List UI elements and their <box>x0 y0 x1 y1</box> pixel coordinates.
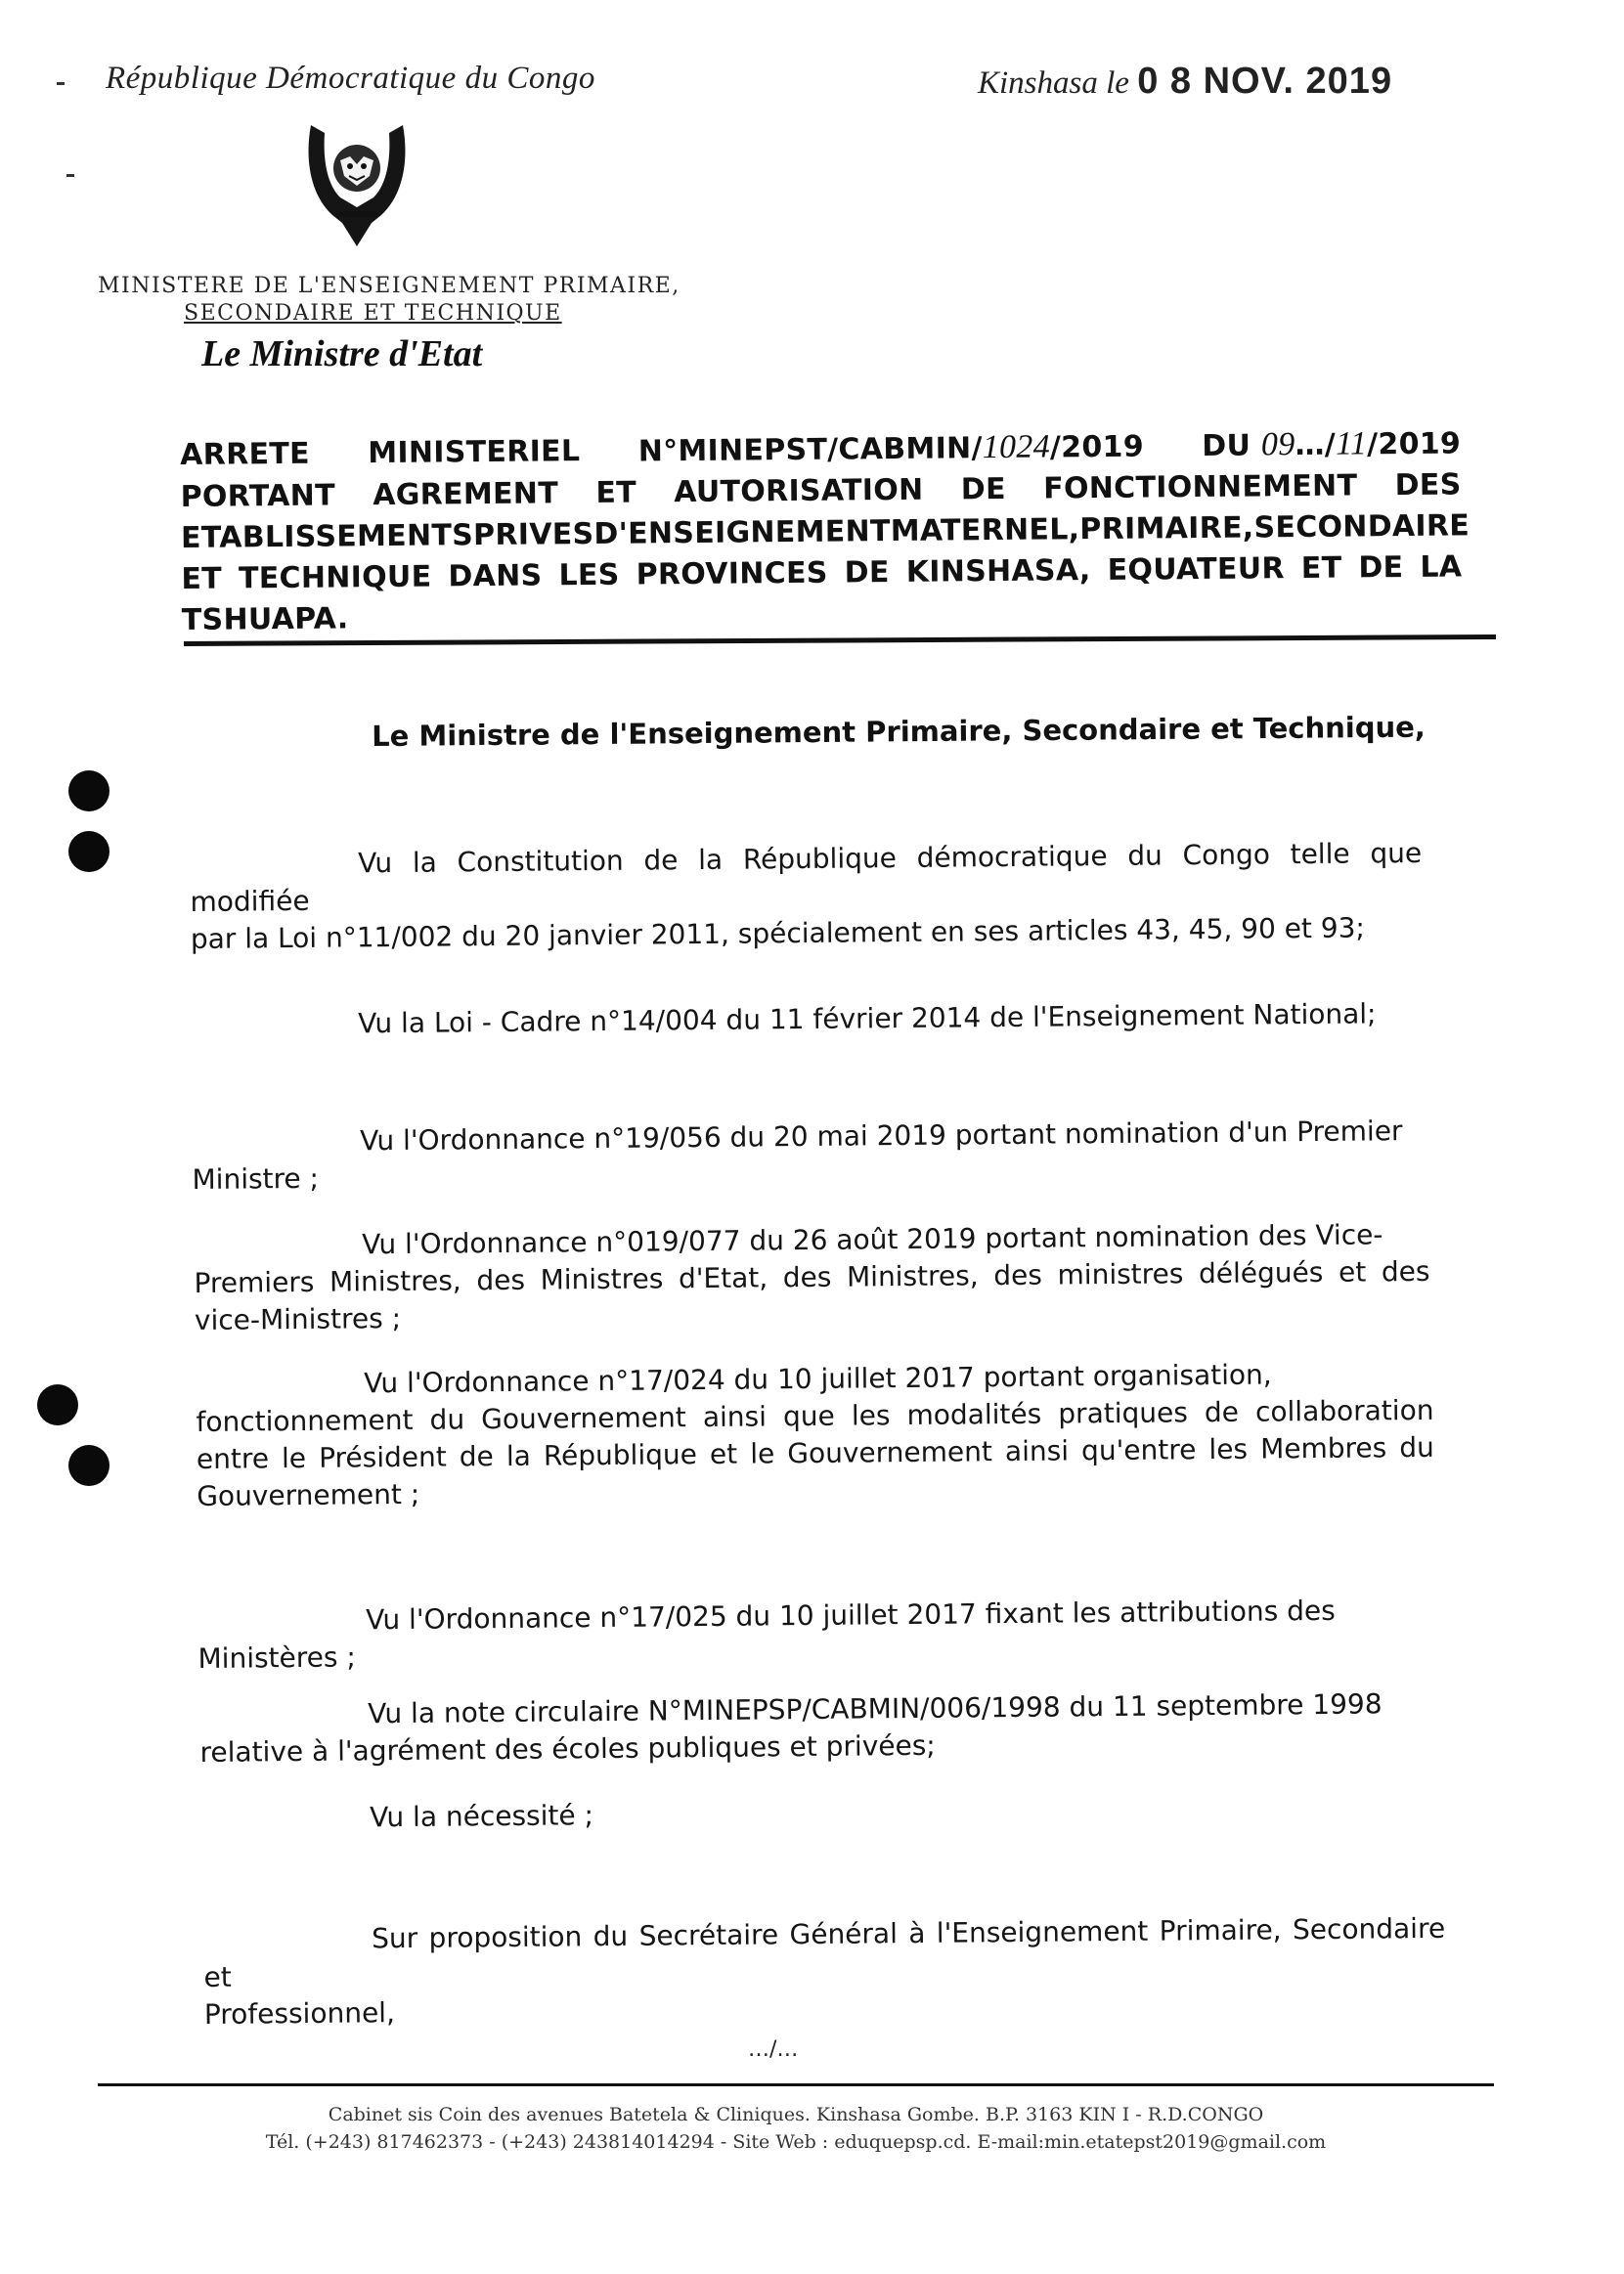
scan-mark-mid <box>66 174 74 177</box>
title-word: PORTANT <box>180 478 336 514</box>
title-word: ET <box>595 475 637 510</box>
title-word: TECHNIQUE <box>238 559 432 596</box>
footer-contact: Tél. (+243) 817462373 - (+243) 243814014294 - Site Web : eduquepsp.cd. E-mail:min.etatepst2019@gmail.com <box>265 2131 1327 2153</box>
title-word: ET <box>1300 550 1342 586</box>
punch-hole-1 <box>68 770 110 811</box>
paragraph-first-line: Sur proposition du Secrétaire Général à l'Enseignement Primaire, Secondaire et <box>203 1911 1446 1993</box>
title-word: MATERNEL, <box>890 512 1080 549</box>
decree-date: DU 09…/11/2019 <box>1202 425 1462 463</box>
paragraph-constitution <box>190 835 1423 958</box>
title-word: DE <box>1358 549 1404 586</box>
handwritten-day: 09 <box>1260 426 1295 463</box>
paragraph-ordonnance-gouvernement <box>196 1355 1434 1515</box>
decree-title <box>180 422 1470 641</box>
title-word: AGREMENT <box>373 476 559 513</box>
title-word: N°MINEPST/CABMIN/ <box>637 431 983 469</box>
paragraph-rest: Ministères ; <box>198 1640 357 1675</box>
place-date <box>978 61 1392 103</box>
paragraph-first-line: Vu la note circulaire N°MINEPSP/CABMIN/006/1998 du 11 septembre 1998 <box>368 1687 1383 1730</box>
paragraph-proposition <box>203 1910 1446 2033</box>
title-word: ETABLISSEMENTS <box>180 518 474 555</box>
footer-address: Cabinet sis Coin des avenues Batetela & Cliniques. Kinshasa Gombe. B.P. 3163 KIN I - R.D.CONGO <box>328 2104 1264 2125</box>
title-word: D'ENSEIGNEMENT <box>593 514 891 551</box>
punch-hole-3 <box>37 1384 78 1425</box>
paragraph-ordonnance-attributions <box>198 1592 1438 1678</box>
title-word: KINSHASA, <box>905 553 1091 590</box>
title-word: ET <box>181 561 223 596</box>
paragraph-necessite <box>201 1789 1441 1838</box>
title-word: DE <box>844 555 890 590</box>
punch-hole-4 <box>68 1445 110 1486</box>
paragraph-rest: Ministre ; <box>192 1161 320 1196</box>
title-word: DE <box>960 471 1007 507</box>
title-word: TSHUAPA. <box>181 601 349 637</box>
republic-name: République Démocratique du Congo <box>106 61 595 96</box>
date-stamp: 0 8 NOV. 2019 <box>1137 61 1393 102</box>
paragraph-rest: relative à l'agrément des écoles publiques et privées; <box>199 1728 936 1769</box>
paragraph-rest: par la Loi n°11/002 du 20 janvier 2011, spécialement en ses articles 43, 45, 90 et 93; <box>190 911 1366 955</box>
paragraph-first-line: Vu la Constitution de la République démocratique du Congo telle que modifiée <box>190 836 1423 918</box>
title-word: AUTORISATION <box>674 472 924 510</box>
scan-mark-top <box>57 82 65 85</box>
footer-rule <box>98 2083 1494 2086</box>
title-word: LES <box>558 557 620 593</box>
handwritten-month: 11 <box>1335 425 1368 462</box>
minister-title: Le Ministre d'Etat <box>201 333 483 374</box>
title-word: DES <box>1394 467 1462 503</box>
title-word: MINISTERIEL <box>368 434 581 471</box>
paragraph-ordonnance-ministres <box>194 1216 1430 1339</box>
title-word: SECONDAIRE <box>1253 508 1470 546</box>
paragraph-loi-cadre <box>190 995 1422 1044</box>
title-word: PROVINCES <box>636 555 828 592</box>
paragraph-ordonnance-premier-ministre <box>192 1113 1426 1199</box>
title-word: PRIMAIRE, <box>1079 510 1254 547</box>
place-prefix: Kinshasa le <box>978 66 1129 101</box>
paragraph-first-line: Vu la nécessité ; <box>370 1799 594 1834</box>
decree-number <box>638 426 1145 473</box>
title-word: ARRETE <box>180 436 311 472</box>
paragraph-first-line: Vu l'Ordonnance n°19/056 du 20 mai 2019 portant nomination d'un Premier <box>360 1115 1403 1158</box>
paragraph-note-circulaire <box>199 1685 1440 1771</box>
paragraph-first-line: Vu l'Ordonnance n°17/025 du 10 juillet 2017 fixant les attributions des <box>366 1594 1336 1637</box>
handwritten-number: 1024 <box>982 428 1051 466</box>
title-word: /2019 <box>1049 429 1145 465</box>
paragraph-rest: Premiers Ministres, des Ministres d'Etat, des Ministres, des ministres délégués et des vice-Ministres ; <box>194 1254 1430 1336</box>
punch-hole-2 <box>68 831 110 872</box>
title-word: FONCTIONNEMENT <box>1043 468 1358 506</box>
paragraph-rest: fonctionnement du Gouvernement ainsi que les modalités pratiques de collaboration entre le Président de la République et le Gouvernement ainsi qu'entre les Membres du Gouvernement ; <box>196 1393 1435 1512</box>
continuation-mark: …/… <box>748 2037 799 2062</box>
title-word: DANS <box>448 558 543 594</box>
ministry-line-1: MINISTERE DE L'ENSEIGNEMENT PRIMAIRE, <box>98 274 680 298</box>
title-word: LA <box>1420 549 1463 585</box>
paragraph-rest: Professionnel, <box>203 1996 396 2031</box>
title-word: /2019 <box>1367 426 1462 462</box>
title-word: PRIVES <box>472 516 594 553</box>
coat-of-arms-emblem <box>303 117 411 252</box>
paragraph-first-line: Vu l'Ordonnance n°17/024 du 10 juillet 2017 portant organisation, <box>364 1358 1272 1400</box>
title-word: DU <box>1202 428 1251 463</box>
ministry-line-2: SECONDAIRE ET TECHNIQUE <box>184 301 562 326</box>
paragraph-first-line: Vu la Loi - Cadre n°14/004 du 11 février 2014 de l'Enseignement National; <box>358 997 1377 1040</box>
minister-heading: Le Ministre de l'Enseignement Primaire, Secondaire et Technique, <box>372 710 1426 753</box>
title-word: EQUATEUR <box>1107 551 1285 588</box>
paragraph-first-line: Vu l'Ordonnance n°019/077 du 26 août 2019 portant nomination des Vice- <box>362 1218 1383 1261</box>
